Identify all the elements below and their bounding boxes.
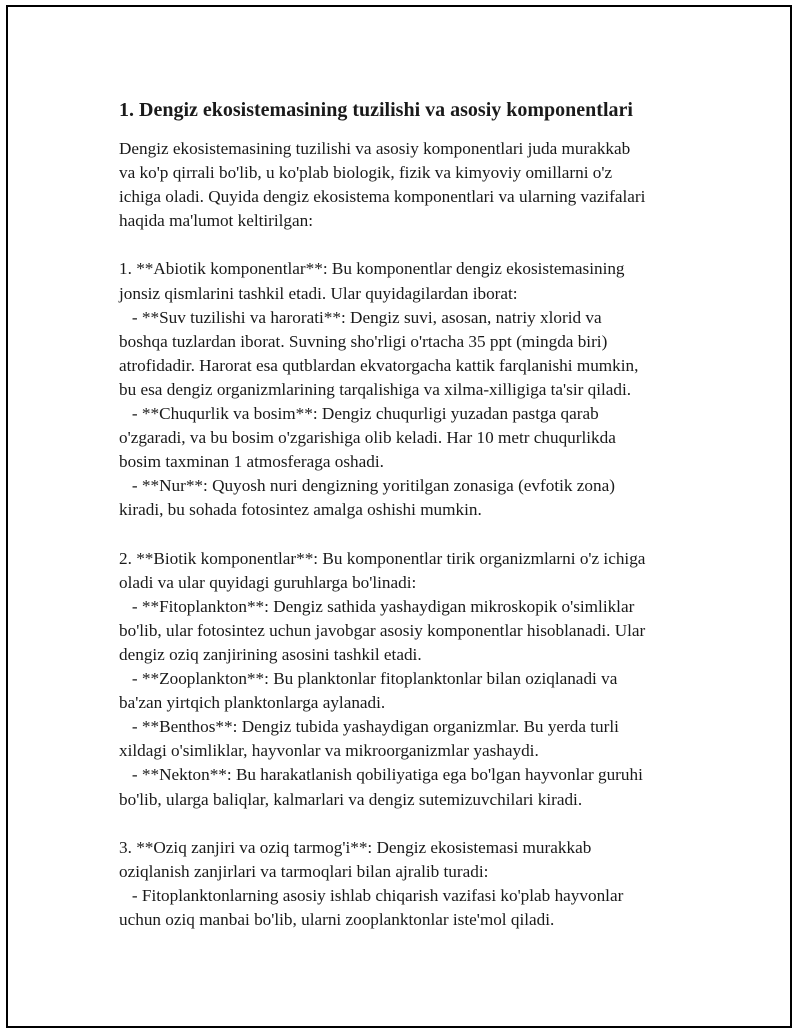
- text-line: ba'zan yirtqich planktonlarga aylanadi.: [119, 693, 386, 713]
- text-line: - **Chuqurlik va bosim**: Dengiz chuqurligi yuzadan pastga qarab: [119, 404, 599, 424]
- text-line: - **Benthos**: Dengiz tubida yashaydigan organizmlar. Bu yerda turli: [119, 717, 619, 737]
- text-line: - **Zooplankton**: Bu planktonlar fitoplanktonlar bilan oziqlanadi va: [119, 669, 618, 689]
- text-line: 3. **Oziq zanjiri va oziq tarmog'i**: Dengiz ekosistemasi murakkab: [119, 837, 592, 857]
- text-line: bosim taxminan 1 atmosferaga oshadi.: [119, 452, 384, 472]
- text-line: - **Fitoplankton**: Dengiz sathida yashaydigan mikroskopik o'simliklar: [119, 596, 635, 616]
- text-line: - **Nur**: Quyosh nuri dengizning yoritilgan zonasiga (evfotik zona): [119, 476, 615, 496]
- text-line: jonsiz qismlarini tashkil etadi. Ular quyidagilardan iborat:: [119, 283, 518, 303]
- text-line: atrofidadir. Harorat esa qutblardan ekvatorgacha kattik farqlanishi mumkin,: [119, 355, 639, 375]
- paragraph-spacer: [119, 523, 699, 547]
- text-line: boshqa tuzlardan iborat. Suvning sho'rligi o'rtacha 35 ppt (mingda biri): [119, 331, 608, 351]
- text-line: bo'lib, ularga baliqlar, kalmarlari va dengiz sutemizuvchilari kiradi.: [119, 789, 583, 809]
- text-line: 1. **Abiotik komponentlar**: Bu komponentlar dengiz ekosistemasining: [119, 259, 625, 279]
- paragraph-spacer: [119, 233, 699, 257]
- text-line: oziqlanish zanjirlari va tarmoqlari bilan ajralib turadi:: [119, 861, 489, 881]
- text-line: uchun oziq manbai bo'lib, ularni zooplanktonlar iste'mol qiladi.: [119, 910, 555, 929]
- text-line: ichiga oladi. Quyida dengiz ekosistema komponentlari va ularning vazifalari: [119, 187, 646, 207]
- paragraph-food-chain: [119, 836, 699, 932]
- text-line: - **Suv tuzilishi va harorati**: Dengiz suvi, asosan, natriy xlorid va: [119, 307, 602, 327]
- text-line: haqida ma'lumot keltirilgan:: [119, 211, 314, 231]
- text-line: dengiz oziq zanjirining asosini tashkil etadi.: [119, 644, 422, 664]
- text-line: oladi va ular quyidagi guruhlarga bo'linadi:: [119, 572, 417, 592]
- text-line: Dengiz ekosistemasining tuzilishi va asosiy komponentlari juda murakkab: [119, 139, 631, 158]
- document-body: [119, 97, 699, 932]
- text-line: - **Nekton**: Bu harakatlanish qobiliyatiga ega bo'lgan hayvonlar guruhi: [119, 765, 643, 785]
- document-page: [6, 5, 792, 1028]
- paragraph-spacer: [119, 812, 699, 836]
- paragraph-intro: [119, 137, 699, 233]
- text-line: bu esa dengiz organizmlarining tarqalishiga va xilma-xilligiga ta'sir qiladi.: [119, 379, 632, 399]
- text-line: kiradi, bu sohada fotosintez amalga oshishi mumkin.: [119, 500, 482, 520]
- text-line: - Fitoplanktonlarning asosiy ishlab chiqarish vazifasi ko'plab hayvonlar: [119, 885, 624, 905]
- text-line: o'zgaradi, va bu bosim o'zgarishiga olib keladi. Har 10 metr chuqurlikda: [119, 428, 616, 448]
- text-line: 2. **Biotik komponentlar**: Bu komponentlar tirik organizmlarni o'z ichiga: [119, 548, 646, 568]
- text-line: bo'lib, ular fotosintez uchun javobgar asosiy komponentlar hisoblanadi. Ular: [119, 620, 646, 640]
- paragraph-abiotic: [119, 257, 699, 522]
- section-heading: 1. Dengiz ekosistemasining tuzilishi va asosiy komponentlari: [119, 99, 633, 121]
- text-line: va ko'p qirrali bo'lib, u ko'plab biologik, fizik va kimyoviy omillarni o'z: [119, 163, 613, 183]
- text-line: xildagi o'simliklar, hayvonlar va mikroorganizmlar yashaydi.: [119, 741, 539, 761]
- paragraph-biotic: [119, 547, 699, 812]
